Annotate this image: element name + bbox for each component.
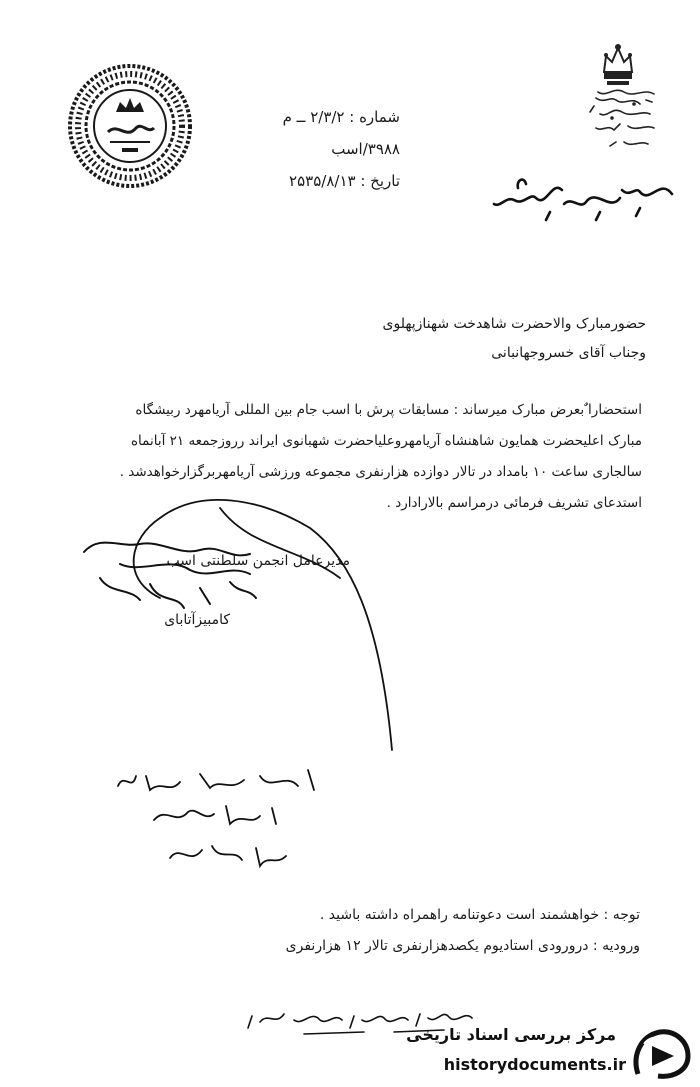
body-line: سالجاری ساعت ۱۰ بامداد در تالار دوازده هزارنفری مجموعه ورزشی آریامهربرگزارخواهدشد . xyxy=(119,464,642,480)
signatory-title: مدیرعامل انجمن سلطنتی اسب xyxy=(166,553,350,569)
organization-logotype xyxy=(490,168,680,230)
official-seal-icon xyxy=(66,62,194,190)
organization-name-calligraphy xyxy=(554,84,664,162)
addressee-line-1: حضورمبارک والاحضرت شاهدخت شهنازپهلوی xyxy=(382,316,646,332)
letter-date: تاریخ : ۲۵۳۵/۸/۱۳ xyxy=(289,172,400,190)
attention-note: توجه : خواهشمند است دعوتنامه راهمراه داشته باشید . xyxy=(319,907,640,923)
watermark-logo-icon xyxy=(630,1026,692,1082)
entrance-note: ورودیه : درورودی استادیوم یکصدهزارنفری تالار ۱۲ هزارنفری xyxy=(285,938,640,954)
letter-number: شماره : ۲/۳/۲ ــ م xyxy=(282,108,400,126)
body-line: استحضارا ٌبعرض مبارک میرساند : مسابقات پرش با اسب جام بین المللی آریامهرد ربیشگاه xyxy=(135,402,642,418)
signatory-name: کامبیزآتابای xyxy=(164,612,230,628)
body-line: استدعای تشریف فرمائی درمراسم بالارادارد . xyxy=(386,495,642,511)
crown-emblem-icon xyxy=(598,42,638,88)
addressee-line-2: وجناب آقای خسروجهانبانی xyxy=(491,345,646,361)
watermark-url[interactable]: historydocuments.ir xyxy=(443,1055,626,1074)
letter-reference: ۳۹۸۸/اسب xyxy=(331,140,400,158)
handwritten-marginal-notes xyxy=(110,762,340,880)
body-line: مبارک اعلیحضرت همایون شاهنشاه آریامهروعلیاحضرت شهبانوی ایراند رروزجمعه ۲۱ آبانماه xyxy=(130,433,642,449)
watermark-title: مرکز بررسی اسناد تاریخی xyxy=(406,1025,616,1044)
large-signature-stroke xyxy=(100,488,400,753)
